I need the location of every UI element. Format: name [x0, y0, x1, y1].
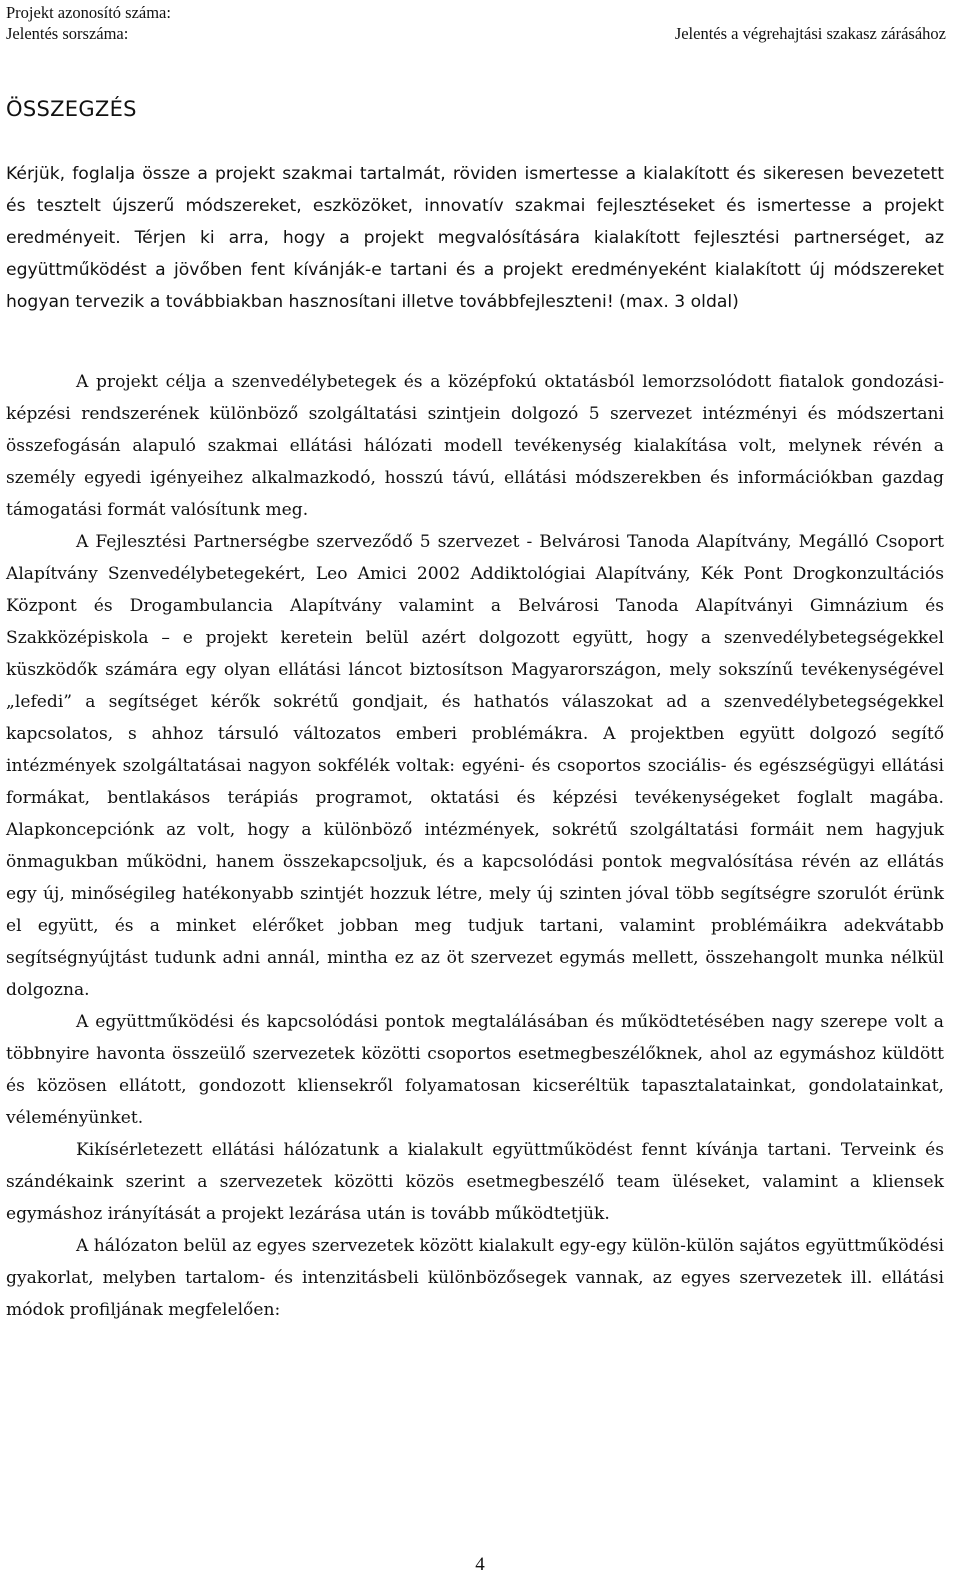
project-id-field [6, 2, 235, 23]
report-no-field [6, 23, 192, 44]
header-row-1 [6, 2, 946, 23]
page-header [6, 2, 946, 44]
summary-paragraph: A együttműködési és kapcsolódási pontok megtalálásában és működtetésében nagy szerepe volt a többnyire havonta összeülő szervezetek közötti csoportos esetmegbeszélőknek, ahol az egymáshoz küldött és közösen ellátott, gondozott kliensekről folyamatosan kicseréltük tapasztalatainkat, gondolatainkat, véleményünket. [6, 1012, 944, 1128]
page-number: 4 [475, 1554, 485, 1575]
instruction-text: Kérjük, foglalja össze a projekt szakmai tartalmát, röviden ismertesse a kialakított és sikeresen bevezetett és tesztelt újszerű módszereket, eszközöket, innovatív szakmai fejlesztéseket és ismertesse a projekt eredményeit. Térjen ki arra, hogy a projekt megvalósítására kialakított fejlesztési partnerséget, az együttműködést a jövőben fent kívánják-e tartani és a projekt eredményeként kialakított új módszereket hogyan tervezik a továbbiakban hasznosítani illetve továbbfejleszteni! (max. 3 oldal) [6, 164, 944, 312]
header-row-2 [6, 23, 946, 44]
summary-paragraph: A hálózaton belül az egyes szervezetek között kialakult egy-egy külön-külön sajátos együttműködési gyakorlat, melyben tartalom- és intenzitásbeli különbözősegek vannak, az egyes szervezetek ill. ellátási módok profiljának megfelelően: [6, 1236, 944, 1320]
summary-paragraph: A projekt célja a szenvedélybetegek és a középfokú oktatásból lemorzsolódott fiatalok gondozási-képzési rendszerének különböző szolgáltatási szintjein dolgozó 5 szervezet intézményi és módszertani összefogásán alapuló szakmai ellátási hálózati modell tevékenység kialakítása volt, melynek révén a személy egyedi igényeihez alkalmazkodó, hosszú távú, ellátási módszerekben és információkban gazdag támogatási formát valósítunk meg. [6, 372, 944, 520]
summary-body [6, 366, 944, 1326]
summary-paragraph: A Fejlesztési Partnerségbe szerveződő 5 szervezet - Belvárosi Tanoda Alapítvány, Megálló Csoport Alapítvány Szenvedélybetegekért, Leo Amici 2002 Addiktológiai Alapítvány, Kék Pont Drogkonzultációs Központ és Drogambulancia Alapítvány valamint a Belvárosi Tanoda Alapítványi Gimnázium és Szakközépiskola – e projekt keretein belül azért dolgozott együtt, hogy a szenvedélybetegségekkel küszködők számára egy olyan ellátási láncot biztosítson Magyarországon, mely sokszínű tevékenységével „lefedi” a segítséget kérők sokrétű gondjait, és hathatós válaszokat ad a szenvedélybetegségekkel kapcsolatos, s ahhoz társuló változatos emberi problémákra. A projektben együtt dolgozó segítő intézmények szolgáltatásai nagyon sokfélék voltak: egyéni- és csoportos szociális- és egészségügyi ellátási formákat, bentlakásos terápiás programot, oktatási és képzési tevékenységeket foglalt magába. Alapkoncepciónk az volt, hogy a különböző intézmények, sokrétű szolgáltatási formáit nem hagyjuk önmagukban működni, hanem összekapcsoljuk, és a kapcsolódási pontok megvalósítása révén az ellátás egy új, minőségileg hatékonyabb szintjét hozzuk létre, mely új szinten jóval több segítségre szorulót érünk el együtt, és a minket elérőket jobban meg tudjuk tartani, valamint problémáikra adekvátabb segítségnyújtást tudunk adni annál, mintha ez az öt szervezet egymás mellett, összehangolt munka nélkül dolgozna. [6, 532, 944, 1000]
report-no-label: Jelentés sorszáma: [6, 24, 129, 43]
summary-paragraph: Kikísérletezett ellátási hálózatunk a kialakult együttműködést fennt kívánja tartani. Terveink és szándékaink szerint a szervezetek közötti közös esetmegbeszélő team üléseket, valamint a kliensek egymáshoz irányítását a projekt lezárása után is tovább működtetjük. [6, 1140, 944, 1224]
project-id-label: Projekt azonosító száma: [6, 3, 171, 22]
report-type: Jelentés a végrehajtási szakasz zárásához [674, 24, 946, 43]
section-title: ÖSSZEGZÉS [6, 97, 137, 121]
